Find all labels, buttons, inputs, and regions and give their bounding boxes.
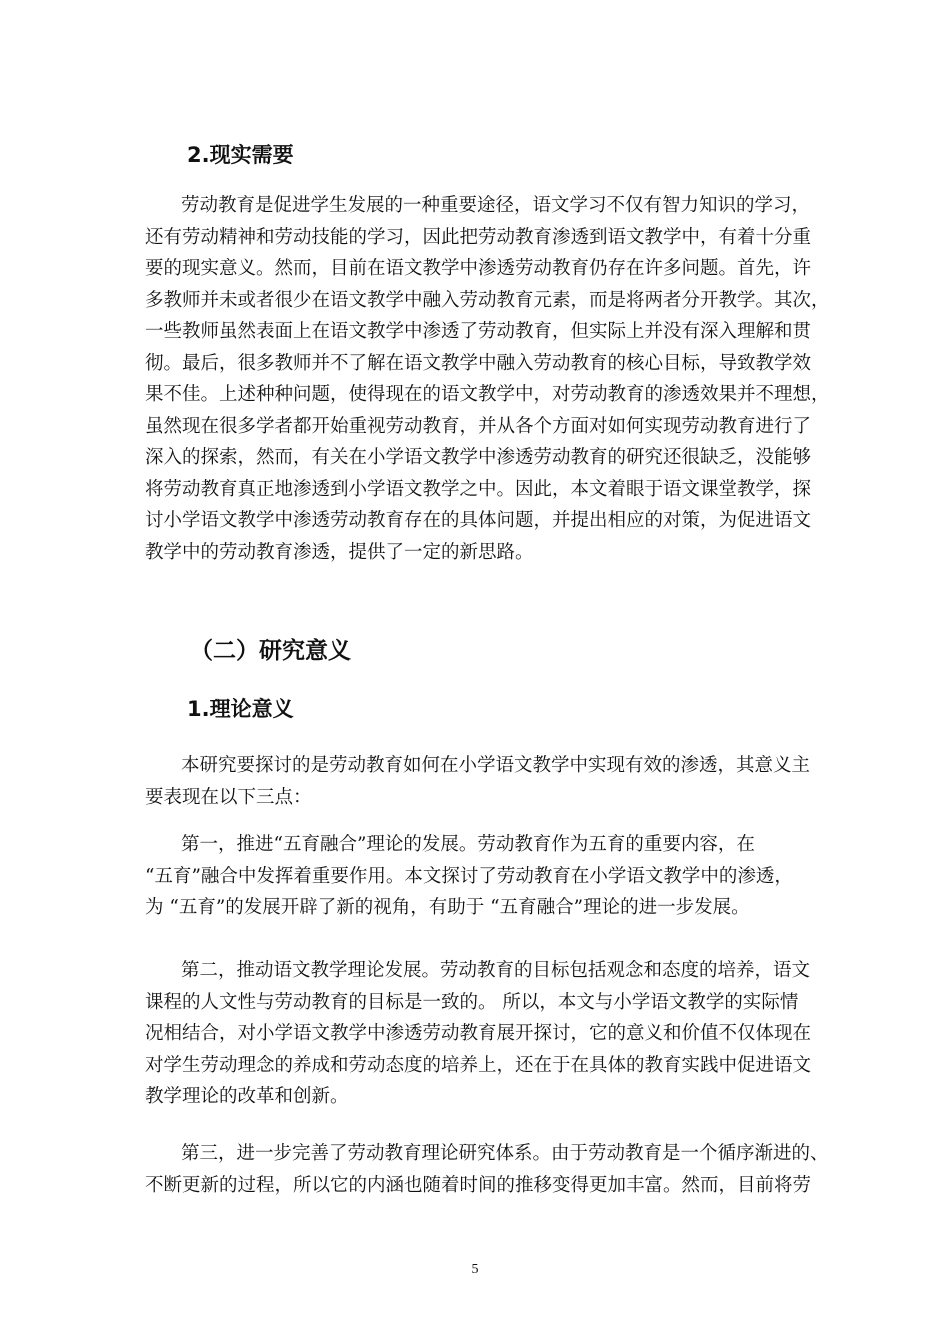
paragraph-line: 本研究要探讨的是劳动教育如何在小学语文教学中实现有效的渗透，其意义主 [181,755,811,776]
paragraph-line: 教学中的劳动教育渗透，提供了一定的新思路。 [145,541,534,563]
paragraph-intro [145,750,845,813]
paragraph-line: 要表现在以下三点： [145,786,312,808]
paragraph-line: 深入的探索，然而，有关在小学语文教学中渗透劳动教育的研究还很缺乏，没能够 [145,447,812,468]
paragraph-line: 不断更新的过程，所以它的内涵也随着时间的推移变得更加丰富。然而，目前将劳 [145,1174,812,1196]
paragraph-line: 虽然现在很多学者都开始重视劳动教育，并从各个方面对如何实现劳动教育进行了 [145,415,812,437]
section-heading-theoretical-significance: 1.理论意义 [187,697,294,721]
paragraph-line: 教学理论的改革和创新。 [145,1086,349,1107]
paragraph-line: 第二，推动语文教学理论发展。劳动教育的目标包括观念和态度的培养，语文 [181,960,811,981]
paragraph-line: 劳动教育是促进学生发展的一种重要途径，语文学习不仅有智力知识的学习， [181,195,811,216]
paragraph-line: 果不佳。上述种种问题，使得现在的语文教学中，对劳动教育的渗透效果并不理想， [145,384,830,405]
section-heading-research-significance: （二）研究意义 [190,638,351,664]
paragraph-line: 况相结合，对小学语文教学中渗透劳动教育展开探讨，它的意义和价值不仅体现在 [145,1023,812,1044]
paragraph-line: 第一，推进“五育融合”理论的发展。劳动教育作为五育的重要内容，在 [181,834,755,855]
paragraph-line: 课程的人文性与劳动教育的目标是一致的。 所以，本文与小学语文教学的实际情 [145,991,799,1013]
paragraph-line: 讨小学语文教学中渗透劳动教育存在的具体问题，并提出相应的对策，为促进语文 [145,510,812,531]
paragraph-line: 还有劳动精神和劳动技能的学习，因此把劳动教育渗透到语文教学中，有着十分重 [145,226,812,248]
paragraph-line: 为 “五育”的发展开辟了新的视角，有助于 “五育融合”理论的进一步发展。 [145,897,750,918]
paragraph-line: 第三，进一步完善了劳动教育理论研究体系。由于劳动教育是一个循序渐进的、 [181,1143,829,1164]
paragraph-line: 多教师并未或者很少在语文教学中融入劳动教育元素，而是将两者分开教学。其次， [145,289,830,311]
paragraph-line: 一些教师虽然表面上在语文教学中渗透了劳动教育，但实际上并没有深入理解和贯 [145,321,812,342]
paragraph-point-one [145,829,845,924]
paragraph-line: 将劳动教育真正地渗透到小学语文教学之中。因此，本文着眼于语文课堂教学，探 [145,478,812,500]
paragraph-line: “五育”融合中发挥着重要作用。本文探讨了劳动教育在小学语文教学中的渗透， [145,865,793,887]
paragraph-line: 彻。最后，很多教师并不了解在语文教学中融入劳动教育的核心目标，导致教学效 [145,352,812,374]
section-heading-practical-need: 2.现实需要 [187,143,294,167]
paragraph-practical-need [145,190,845,568]
paragraph-point-three [145,1138,845,1201]
paragraph-line: 要的现实意义。然而，目前在语文教学中渗透劳动教育仍存在许多问题。首先，许 [145,258,812,279]
paragraph-line: 对学生劳动理念的养成和劳动态度的培养上，还在于在具体的教育实践中促进语文 [145,1054,812,1076]
paragraph-point-two [145,955,845,1113]
page-number: 5 [471,1262,479,1277]
